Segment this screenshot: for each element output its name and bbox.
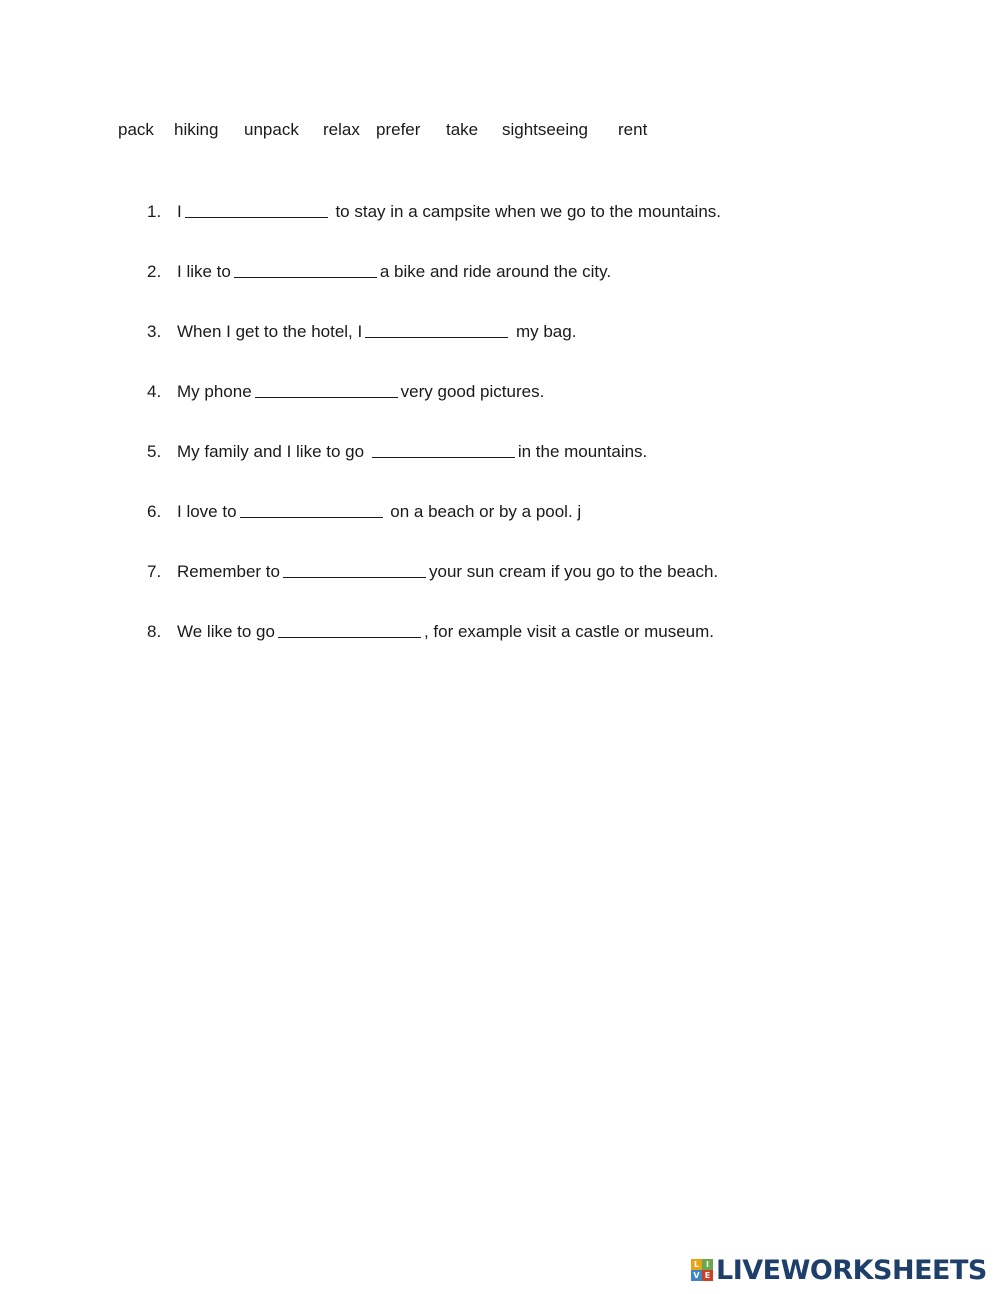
live-logo-icon — [691, 1259, 713, 1281]
item-text-after: , for example visit a castle or museum. — [423, 622, 715, 641]
word-bank-item: pack — [118, 120, 154, 139]
item-text-after: your sun cream if you go to the beach. — [428, 562, 719, 581]
exercise-item — [147, 199, 721, 223]
item-number: 4. — [147, 382, 162, 401]
exercise-item — [147, 439, 647, 463]
item-text-before: I love to — [177, 502, 237, 521]
exercise-item — [147, 559, 718, 583]
answer-blank[interactable] — [255, 380, 398, 398]
logo-mark-letter: L — [691, 1259, 702, 1270]
item-text-after: very good pictures. — [400, 382, 545, 401]
word-bank-item: relax — [323, 120, 360, 139]
item-text-before: We like to go — [177, 622, 275, 641]
item-number: 5. — [147, 442, 162, 461]
exercise-item — [147, 259, 611, 283]
logo-text: LIVEWORKSHEETS — [716, 1254, 987, 1286]
answer-blank[interactable] — [240, 500, 383, 518]
word-bank-item: prefer — [376, 120, 421, 139]
answer-blank[interactable] — [283, 560, 426, 578]
logo-mark-letter: V — [691, 1270, 702, 1281]
answer-blank[interactable] — [278, 620, 421, 638]
word-bank-item: sightseeing — [502, 120, 589, 139]
item-number: 3. — [147, 322, 162, 341]
item-text-after: to stay in a campsite when we go to the mountains. — [330, 202, 722, 221]
item-text-before: I like to — [177, 262, 231, 281]
word-bank-item: hiking — [174, 120, 219, 139]
item-text-after: my bag. — [511, 322, 577, 341]
exercise-item — [147, 499, 581, 523]
answer-blank[interactable] — [234, 260, 377, 278]
logo-mark-letter: I — [702, 1259, 713, 1270]
item-text-after: in the mountains. — [517, 442, 648, 461]
exercise-item — [147, 619, 714, 643]
item-text-before: Remember to — [177, 562, 280, 581]
item-text-before: My phone — [177, 382, 252, 401]
word-bank-item: rent — [618, 120, 648, 139]
item-number: 1. — [147, 202, 162, 221]
item-text-after: on a beach or by a pool. j — [385, 502, 582, 521]
item-text-after: a bike and ride around the city. — [379, 262, 612, 281]
word-bank-item: unpack — [244, 120, 299, 139]
answer-blank[interactable] — [185, 200, 328, 218]
item-number: 2. — [147, 262, 162, 281]
exercise-item — [147, 379, 544, 403]
answer-blank[interactable] — [365, 320, 508, 338]
answer-blank[interactable] — [372, 440, 515, 458]
word-bank-item: take — [446, 120, 479, 139]
item-text-before: When I get to the hotel, I — [177, 322, 363, 341]
exercise-item — [147, 319, 576, 343]
item-text-before: I — [177, 202, 182, 221]
item-number: 8. — [147, 622, 162, 641]
item-text-before: My family and I like to go — [177, 442, 369, 461]
liveworksheets-logo — [691, 1255, 987, 1285]
logo-mark-letter: E — [702, 1270, 713, 1281]
item-number: 7. — [147, 562, 162, 581]
item-number: 6. — [147, 502, 162, 521]
